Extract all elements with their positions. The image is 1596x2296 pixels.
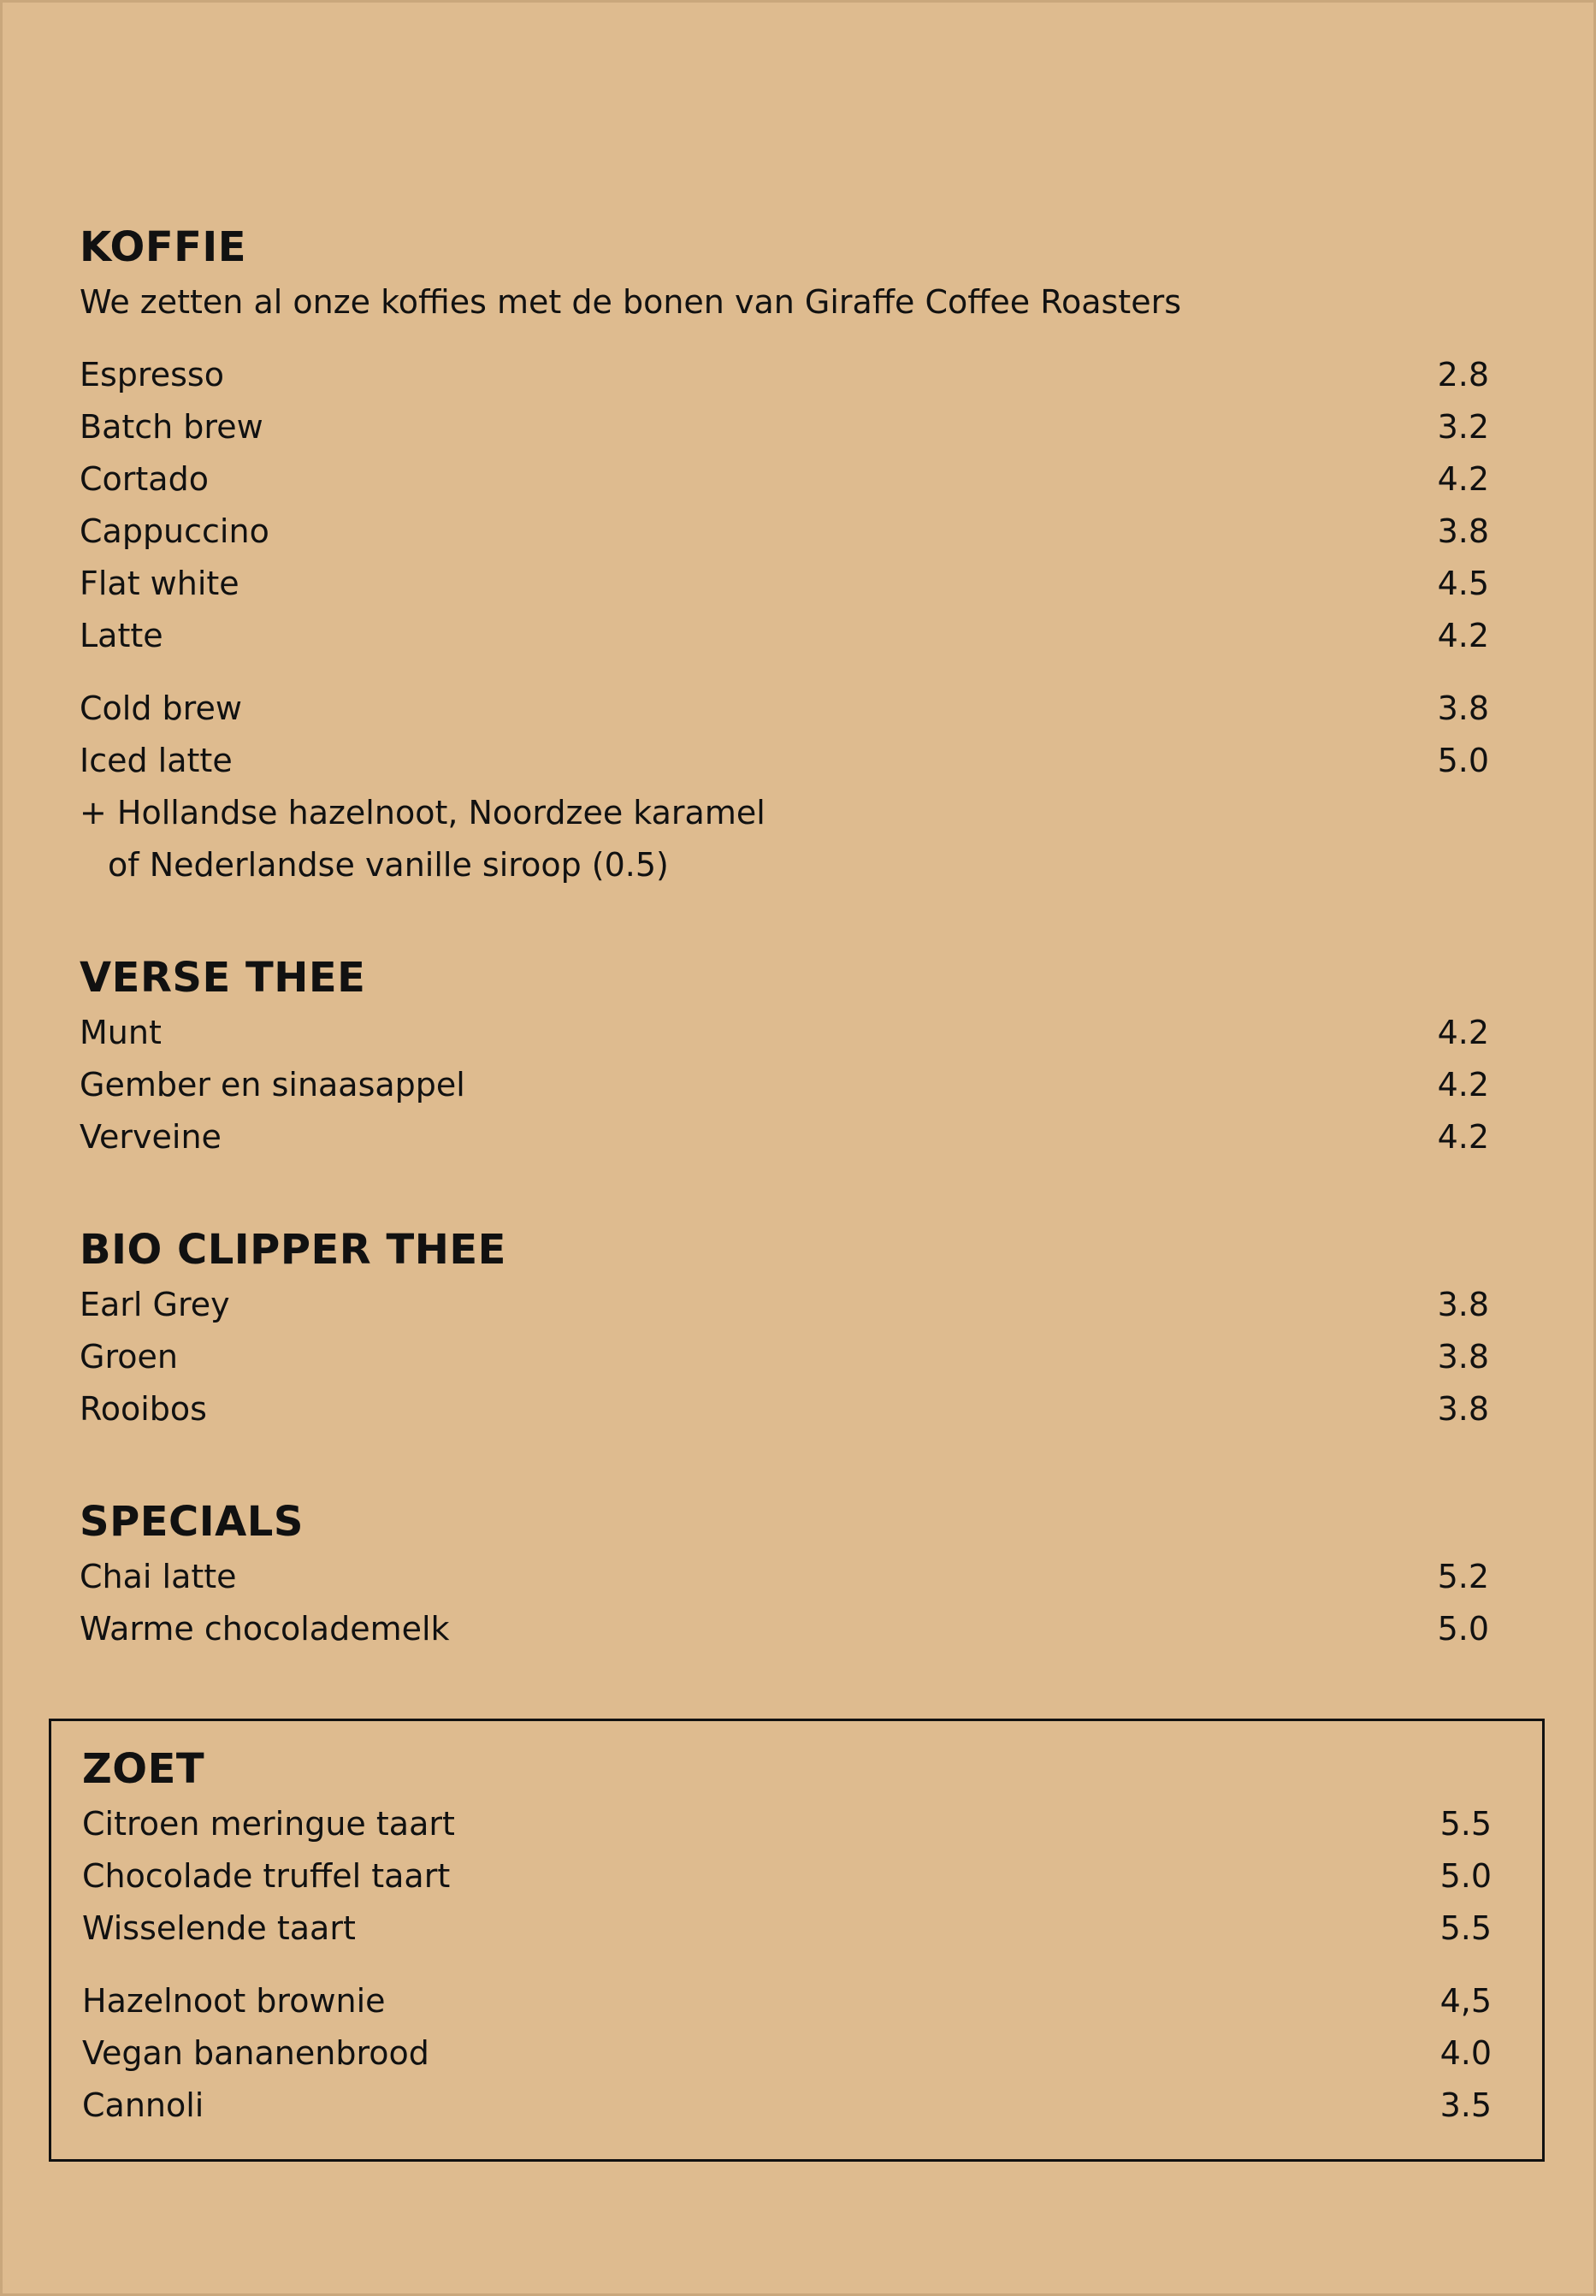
item-price: 3.8 [1437,1286,1489,1323]
menu-item-cappuccino [80,506,1489,558]
item-price: 3.8 [1437,1338,1489,1376]
menu-item-warme-chocolademelk [80,1603,1489,1655]
menu-item-vegan-bananenbrood [82,2027,1492,2080]
item-price: 5.0 [1437,742,1489,779]
item-price: 3.2 [1437,408,1489,446]
menu-item-cannoli [82,2080,1492,2132]
item-name: Latte [80,617,163,654]
menu-item-hazelnoot-brownie [82,1975,1492,2027]
menu-item-cortado [80,453,1489,506]
item-name: Cannoli [82,2086,204,2124]
item-price: 5.5 [1439,1909,1492,1947]
section-title-bio-clipper-thee: BIO CLIPPER THEE [80,1226,506,1274]
menu-item-latte [80,610,1489,662]
menu-item-citroen-meringue-taart [82,1798,1492,1850]
item-price: 4.2 [1437,617,1489,654]
item-price: 2.8 [1437,356,1489,394]
item-name: Gember en sinaasappel [80,1066,465,1104]
item-price: 4.2 [1437,1118,1489,1156]
zoet-box [49,1719,1545,2162]
menu-item-earl-grey [80,1279,1489,1331]
item-name: Chai latte [80,1558,237,1595]
item-name: Citroen meringue taart [82,1805,455,1843]
item-price: 4.2 [1437,460,1489,498]
item-price: 3.8 [1437,1390,1489,1428]
section-koffie [80,218,1489,891]
section-verse-thee [80,949,1489,1163]
section-subtitle-koffie: We zetten al onze koffies met de bonen van Giraffe Coffee Roasters [80,283,1181,321]
section-zoet [82,1740,1492,2132]
section-title-verse-thee: VERSE THEE [80,954,366,1002]
item-price: 5.5 [1439,1805,1492,1843]
item-name: Batch brew [80,408,263,446]
item-price: 4.2 [1437,1066,1489,1104]
item-name: Cappuccino [80,512,269,550]
item-price: 5.2 [1437,1558,1489,1595]
item-price: 5.0 [1439,1857,1492,1895]
item-name: Wisselende taart [82,1909,356,1947]
item-price: 4,5 [1439,1982,1492,2020]
item-name: Hazelnoot brownie [82,1982,386,2020]
menu-item-chocolade-truffel-taart [82,1850,1492,1902]
syrup-note-line-1: + Hollandse hazelnoot, Noordzee karamel [80,794,765,831]
menu-item-gember-en-sinaasappel [80,1059,1489,1111]
item-name: Verveine [80,1118,222,1156]
menu-item-groen [80,1331,1489,1383]
item-name: Vegan bananenbrood [82,2034,429,2072]
item-name: Cortado [80,460,209,498]
item-price: 4.0 [1439,2034,1492,2072]
section-bio-clipper-thee [80,1221,1489,1435]
menu-item-wisselende-taart [82,1902,1492,1955]
section-specials [80,1493,1489,1655]
section-title-specials: SPECIALS [80,1498,304,1546]
section-title-koffie: KOFFIE [80,223,247,271]
item-price: 3.5 [1439,2086,1492,2124]
syrup-note-line-2: of Nederlandse vanille siroop (0.5) [108,846,669,884]
menu-item-batch-brew [80,401,1489,453]
item-name: Espresso [80,356,224,394]
item-price: 3.8 [1437,512,1489,550]
menu-item-cold-brew [80,683,1489,735]
menu-item-flat-white [80,558,1489,610]
menu-item-chai-latte [80,1551,1489,1603]
item-name: Cold brew [80,689,242,727]
item-name: Warme chocolademelk [80,1610,450,1648]
item-name: Rooibos [80,1390,207,1428]
menu-item-rooibos [80,1383,1489,1435]
menu-item-iced-latte [80,735,1489,787]
menu-item-verveine [80,1111,1489,1163]
item-name: Earl Grey [80,1286,230,1323]
item-price: 4.2 [1437,1014,1489,1051]
item-price: 5.0 [1437,1610,1489,1648]
item-name: Munt [80,1014,162,1051]
item-name: Flat white [80,565,239,602]
item-name: Iced latte [80,742,233,779]
menu-item-espresso [80,349,1489,401]
menu [80,218,1489,1655]
menu-item-munt [80,1007,1489,1059]
section-title-zoet: ZOET [82,1745,205,1793]
item-name: Groen [80,1338,178,1376]
item-name: Chocolade truffel taart [82,1857,451,1895]
item-price: 4.5 [1437,565,1489,602]
item-price: 3.8 [1437,689,1489,727]
